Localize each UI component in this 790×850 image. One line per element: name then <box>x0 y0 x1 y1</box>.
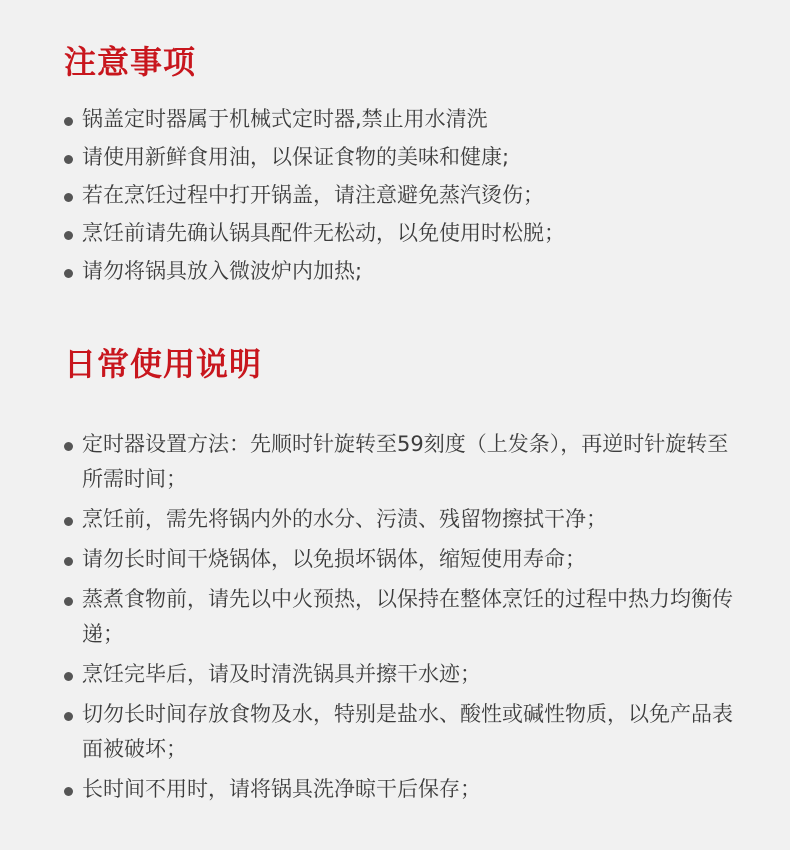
list-item <box>64 254 744 289</box>
bullet-dot-icon <box>64 231 73 240</box>
list-item-text: 请勿长时间干烧锅体，以免损坏锅体，缩短使用寿命； <box>82 547 586 571</box>
bullet-dot-icon <box>64 517 73 526</box>
notes-list <box>64 102 744 289</box>
list-item-text: 长时间不用时，请将锅具洗净晾干后保存； <box>82 777 481 801</box>
list-item <box>64 542 744 577</box>
list-item-text: 定时器设置方法：先顺时针旋转至59刻度（上发条），再逆时针旋转至所需时间； <box>82 432 729 491</box>
usage-section <box>64 344 744 812</box>
list-item <box>64 697 744 767</box>
list-item <box>64 502 744 537</box>
list-item-text: 烹饪前，需先将锅内外的水分、污渍、残留物擦拭干净； <box>82 507 607 531</box>
usage-title: 日常使用说明 <box>64 345 263 383</box>
bullet-dot-icon <box>64 193 73 202</box>
list-item <box>64 657 744 692</box>
notes-title: 注意事项 <box>64 43 197 81</box>
bullet-dot-icon <box>64 712 73 721</box>
bullet-dot-icon <box>64 155 73 164</box>
bullet-dot-icon <box>64 672 73 681</box>
list-item <box>64 772 744 807</box>
bullet-dot-icon <box>64 269 73 278</box>
list-item <box>64 216 744 251</box>
list-item-text: 切勿长时间存放食物及水，特别是盐水、酸性或碱性物质，以免产品表面被破坏； <box>82 702 733 761</box>
bullet-dot-icon <box>64 117 73 126</box>
list-item-text: 锅盖定时器属于机械式定时器,禁止用水清洗 <box>82 107 488 131</box>
bullet-dot-icon <box>64 557 73 566</box>
list-item <box>64 582 744 652</box>
notes-section <box>64 42 744 292</box>
list-item-text: 若在烹饪过程中打开锅盖，请注意避免蒸汽烫伤； <box>82 183 544 207</box>
bullet-dot-icon <box>64 787 73 796</box>
list-item-text: 烹饪完毕后，请及时清洗锅具并擦干水迹； <box>82 662 481 686</box>
list-item-text: 烹饪前请先确认锅具配件无松动，以免使用时松脱； <box>82 221 565 245</box>
list-item-text: 请使用新鲜食用油，以保证食物的美味和健康; <box>82 145 510 169</box>
list-item <box>64 178 744 213</box>
list-item <box>64 427 744 497</box>
list-item-text: 蒸煮食物前，请先以中火预热，以保持在整体烹饪的过程中热力均衡传递； <box>82 587 733 646</box>
bullet-dot-icon <box>64 597 73 606</box>
usage-list <box>64 427 744 807</box>
list-item-text: 请勿将锅具放入微波炉内加热; <box>82 259 363 283</box>
bullet-dot-icon <box>64 442 73 451</box>
list-item <box>64 102 744 137</box>
list-item <box>64 140 744 175</box>
